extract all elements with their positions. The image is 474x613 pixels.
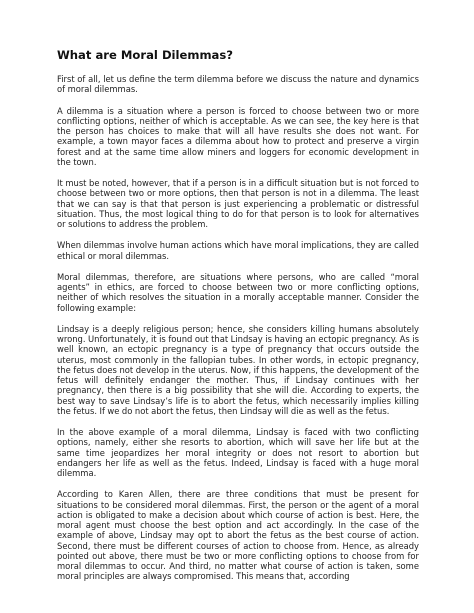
paragraph-not-a-dilemma: It must be noted, however, that if a person is in a difficult situation but is not forced to choose between two or more options, then that person is not in a dilemma. The least that we can say is that that person is just experiencing a problematic or distressful situation. Thus, the most logical thing to do for that person is to look for alternatives or solutions to address the problem. [57,178,419,229]
page-title: What are Moral Dilemmas? [57,48,233,62]
paragraph-moral-dilemmas: When dilemmas involve human actions which have moral implications, they are called ethical or moral dilemmas. [57,240,419,261]
paragraph-dilemma-intro: First of all, let us define the term dilemma before we discuss the nature and dynamics of moral dilemmas. [57,74,419,95]
paragraph-three-conditions: According to Karen Allen, there are three conditions that must be present for situations to be considered moral dilemmas. First, the person or the agent of a moral action is obligated to make a decision about which course of action is best. Here, the moral agent must choose the best option and act accordingly. In the case of the example of above, Lindsay may opt to abort the fetus as the best course of action. Second, there must be different courses of action to choose from. Hence, as already pointed out above, there must be two or more conflicting options to choose from for moral dilemmas to occur. And third, no matter what course of action is taken, some moral principles are always compromised. This means that, according [57,489,419,582]
paragraph-example-analysis: In the above example of a moral dilemma, Lindsay is faced with two conflicting options, namely, either she resorts to abortion, which will save her life but at the same time jeopardizes her moral integrity or does not resort to abortion but endangers her life as well as the fetus. Indeed, Lindsay is faced with a huge moral dilemma. [57,427,419,478]
paragraph-dilemma-definition: A dilemma is a situation where a person is forced to choose between two or more conflicting options, neither of which is acceptable. As we can see, the key here is that the person has choices to make that will all have results she does not want. For example, a town mayor faces a dilemma about how to protect and preserve a virgin forest and at the same time allow miners and loggers for economic development in the town. [57,105,419,167]
document-body [57,48,419,593]
paragraph-lindsay-example: Lindsay is a deeply religious person; hence, she considers killing humans absolutely wrong. Unfortunately, it is found out that Lindsay is having an ectopic pregnancy. As is well known, an ectopic pregnancy is a type of pregnancy that occurs outside the uterus, most commonly in the fallopian tubes. In other words, in ectopic pregnancy, the fetus does not develop in the uterus. Now, if this happens, the development of the fetus will definitely endanger the mother. Thus, if Lindsay continues with her pregnancy, then there is a big possibility that she will die. According to experts, the best way to save Lindsay’s life is to abort the fetus, which necessarily implies killing the fetus. If we do not abort the fetus, then Lindsay will die as well as the fetus. [57,323,419,416]
paragraph-moral-agents: Moral dilemmas, therefore, are situations where persons, who are called “moral agents” in ethics, are forced to choose between two or more conflicting options, neither of which resolves the situation in a morally acceptable manner. Consider the following example: [57,271,419,313]
